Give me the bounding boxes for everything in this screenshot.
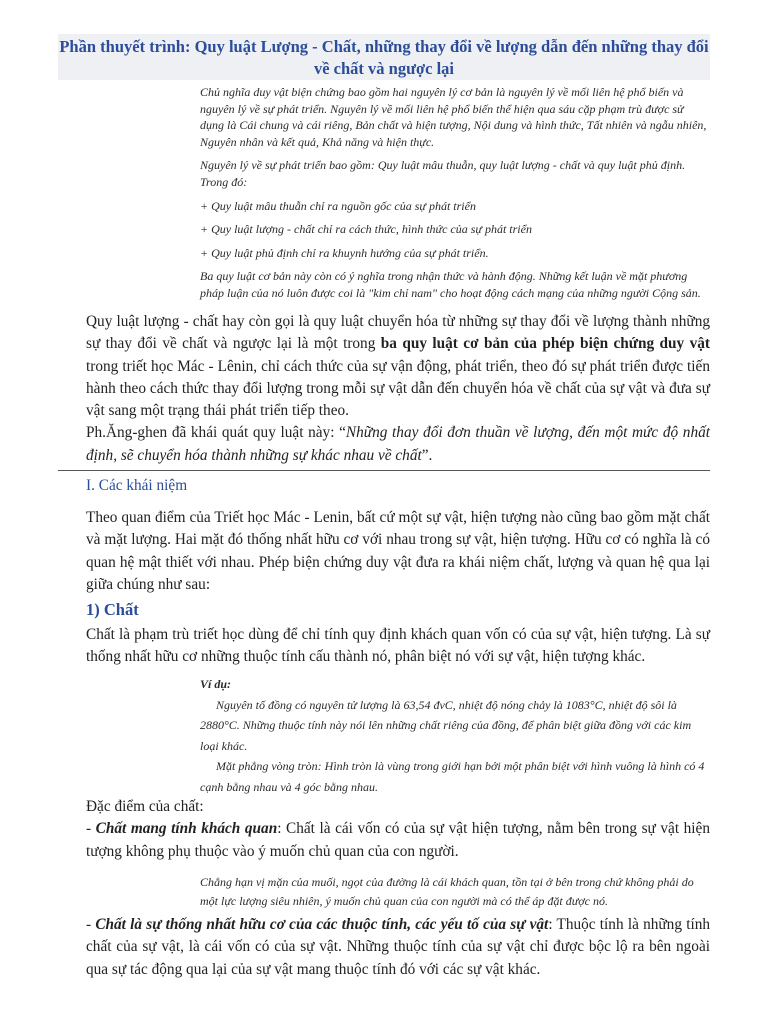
definition-block: [86, 311, 710, 467]
subsection-heading: 1) Chất: [86, 600, 139, 619]
definition-text-start: Quy luật lượng - chất hay còn gọi là quy luật chuyển hóa từ những sự thay đổi về lượng thành những sự thay đổi về chất và ngược lại là một trong: [86, 313, 710, 353]
intro-paragraph: Ba quy luật cơ bản này còn có ý nghĩa trong nhận thức và hành động. Những kết luận về mặt phương pháp luận của nó luôn được coi là "kim chỉ nam" cho hoạt động cách mạng của những người Cộng sản.: [200, 269, 701, 300]
features-label: Đặc điểm của chất:: [86, 798, 204, 815]
intro-paragraph: Nguyên lý về sự phát triển bao gồm: Quy luật mâu thuẫn, quy luật lượng - chất và quy luật phủ định. Trong đó:: [200, 158, 686, 189]
example-block: [200, 674, 710, 797]
quote-text: Những thay đổi đơn thuần về lượng, đến một mức độ nhất định, sẽ chuyển hóa thành những sự khác nhau về chất: [86, 424, 711, 464]
features-block: [86, 796, 710, 863]
feature-prefix: -: [86, 820, 96, 838]
quote-end: ”.: [421, 446, 433, 464]
chat-definition: Chất là phạm trù triết học dùng để chỉ tính quy định khách quan vốn có của sự vật, hiện tượng. Là sự thống nhất hữu cơ những thuộc tính cấu thành nó, phân biệt nó với sự vật, hiện tượng khác.: [86, 626, 710, 666]
example-item: Mặt phẳng vòng tròn: Hình tròn là vùng trong giới hạn bởi một phân biệt với hình vuông là hình có 4 cạnh bằng nhau và 4 góc bằng nhau.: [200, 759, 705, 794]
quote-lead: Ph.Ăng-ghen đã khái quát quy luật này: “: [86, 424, 346, 442]
feature-text: : Chất là cái vốn có của sự vật hiện tượng, nằm bên trong sự vật hiện tượng không phụ thuộc vào ý muốn chủ quan của con người.: [86, 820, 710, 860]
engels-quote-paragraph: [86, 422, 710, 467]
feature-item: [86, 818, 710, 863]
section-divider: [58, 470, 710, 471]
feature-term: Chất mang tính khách quan: [95, 820, 278, 838]
definition-highlight: ba quy luật cơ bản của phép biện chứng duy vật: [380, 335, 710, 353]
intro-list-item: + Quy luật mâu thuẫn chỉ ra nguồn gốc của sự phát triển: [200, 198, 476, 213]
concepts-paragraph: Theo quan điểm của Triết học Mác - Lenin, bất cứ một sự vật, hiện tượng nào cũng bao gồm mặt chất và mặt lượng. Hai mặt đó thống nhất hữu cơ với nhau trong sự vật, hiện tượng. Hữu cơ có nghĩa là có quan hệ mật thiết với nhau. Phép biện chứng duy vật đưa ra khái niệm chất, lượng và quan hệ qua lại giữa chúng như sau:: [86, 509, 710, 593]
intro-paragraph: Chủ nghĩa duy vật biện chứng bao gồm hai nguyên lý cơ bản là nguyên lý về mối liên hệ phổ biến và nguyên lý về sự phát triển. Nguyên lý về mối liên hệ phổ biến thể hiện qua sáu cặp phạm trù được sử dụng là Cái chung và cái riêng, Bản chất và hiện tượng, Nội dung và hình thức, Tất nhiên và ngẫu nhiên, Nguyên nhân và kết quả, Khả năng và hiện thực.: [200, 85, 707, 149]
note-block: [200, 873, 710, 910]
example-item: Nguyên tố đồng có nguyên tử lượng là 63,54 đvC, nhiệt độ nóng chảy là 1083°C, nhiệt độ sôi là 2880°C. Những thuộc tính này nói lên những chất riêng của đồng, để phân biệt giữa đồng với các kim loại khác.: [200, 697, 692, 753]
feature-prefix: -: [86, 916, 96, 933]
note-text: Chẳng hạn vị mặn của muối, ngọt của đường là cái khách quan, tồn tại ở bên trong chứ không phải do một lực lượng siêu nhiên, ý muốn chủ quan của con người mà có thể áp đặt được nó.: [200, 875, 694, 908]
definition-text-end: trong triết học Mác - Lênin, chỉ cách thức của sự vận động, phát triển, theo đó sự phát triển được tiến hành theo cách thức thay đổi lượng trong mỗi sự vật dẫn đến chuyển hóa về chất của sự vật và đưa sự vật sang một trạng thái phát triển tiếp theo.: [86, 357, 710, 420]
feature-block-2: [86, 914, 710, 981]
intro-list-item: + Quy luật lượng - chất chỉ ra cách thức, hình thức của sự phát triển: [200, 222, 532, 237]
intro-list-item: + Quy luật phủ định chỉ ra khuynh hướng của sự phát triển.: [200, 245, 489, 260]
intro-block: [200, 84, 710, 309]
example-label: Ví dụ:: [200, 677, 232, 691]
page-title: Phần thuyết trình: Quy luật Lượng - Chất, những thay đổi về lượng dẫn đến những thay đổi về chất và ngược lại: [59, 37, 709, 78]
definition-paragraph: [86, 311, 710, 422]
feature-item: [86, 914, 710, 981]
section-heading: I. Các khái niệm: [86, 477, 188, 494]
feature-term: Chất là sự thống nhất hữu cơ của các thuộc tính, các yếu tố của sự vật: [95, 916, 549, 933]
feature-text: : Thuộc tính là những tính chất của sự vật, là cái vốn có của sự vật. Những thuộc tính của sự vật chỉ được bộc lộ ra bên ngoài qua sự tác động qua lại của sự vật mang thuộc tính đó với các sự vật khác.: [86, 916, 710, 978]
